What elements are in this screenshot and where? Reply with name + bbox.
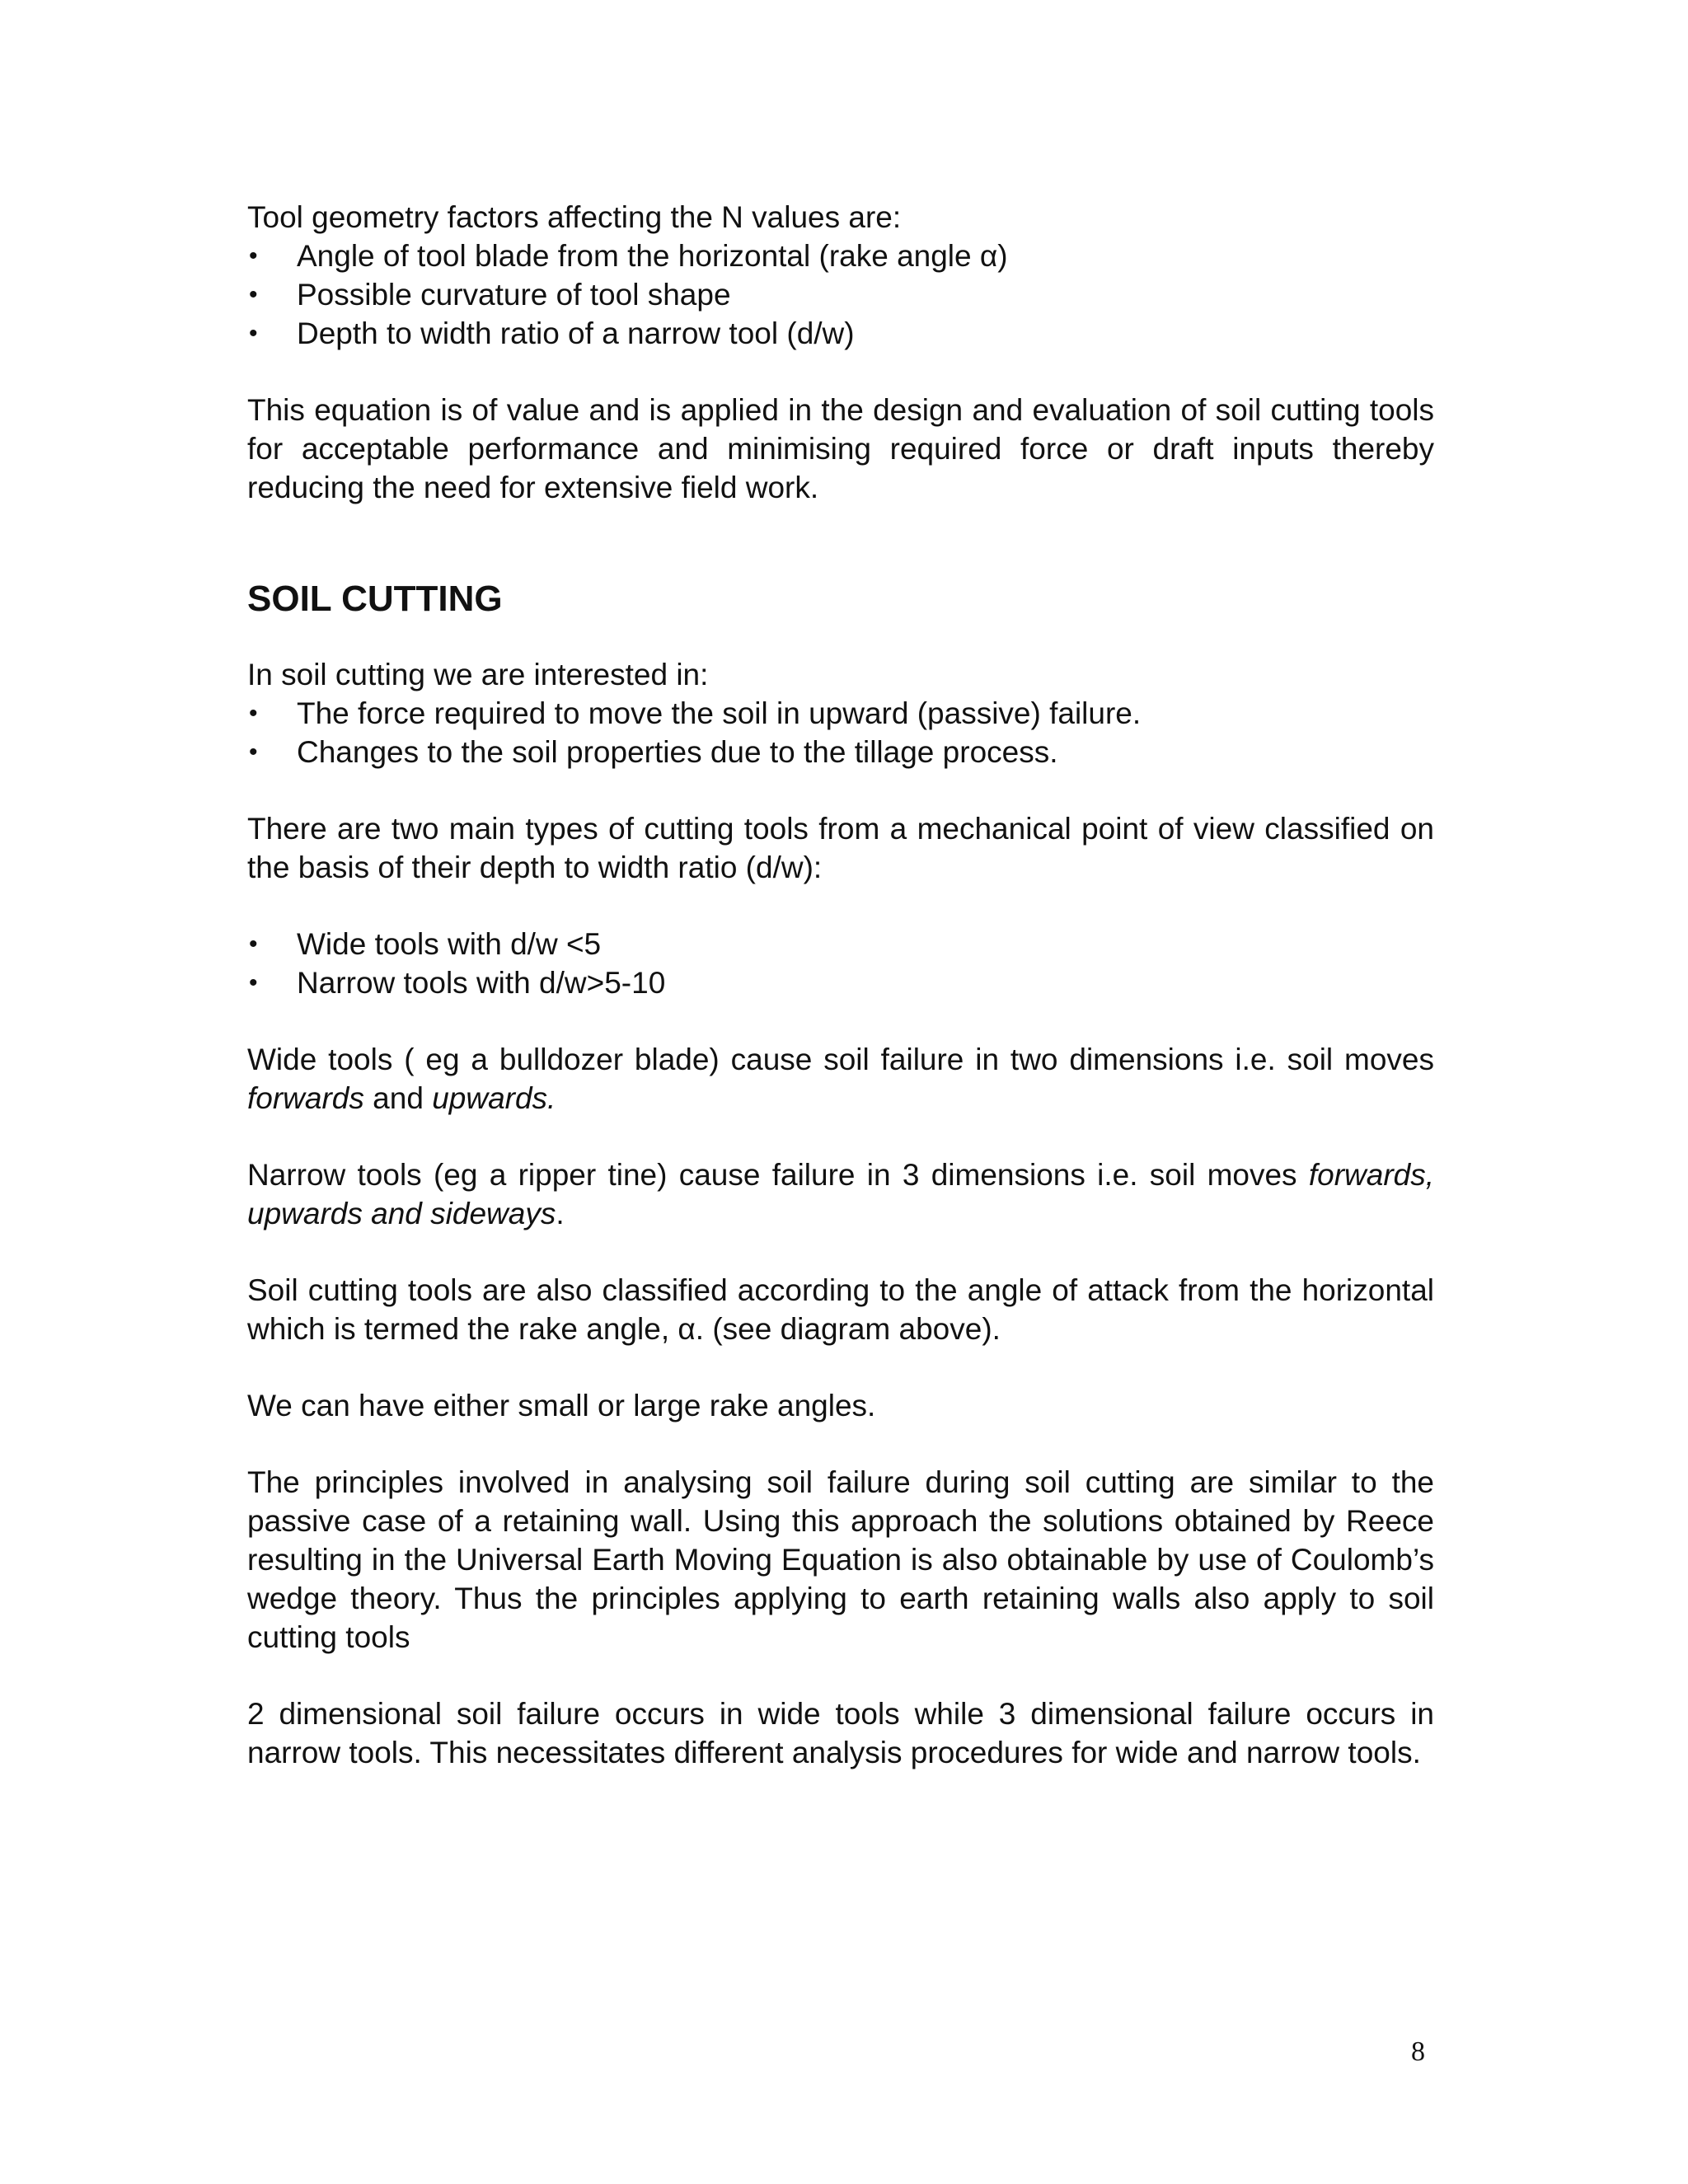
page-content [247, 198, 1434, 1772]
rake-angle-paragraph: Soil cutting tools are also classified according to the angle of attack from the horizontal which is termed the rake angle, α. (see diagram above). [247, 1273, 1434, 1346]
list-item [247, 237, 1434, 275]
list-item [247, 963, 1434, 1002]
list-item [247, 694, 1434, 733]
bullet-icon: • [249, 281, 258, 308]
bullet-icon: • [249, 738, 258, 766]
interest-lead: In soil cutting we are interested in: [247, 658, 709, 691]
list-item-text: Changes to the soil properties due to the tillage process. [297, 735, 1058, 769]
interest-list [247, 694, 1434, 771]
narrow-tools-paragraph [247, 1155, 1434, 1233]
bullet-icon: • [249, 969, 258, 996]
rake-sizes-paragraph: We can have either small or large rake angles. [247, 1389, 876, 1422]
wide-tools-paragraph [247, 1040, 1434, 1118]
list-item [247, 733, 1434, 771]
dimensions-paragraph: 2 dimensional soil failure occurs in wide tools while 3 dimensional failure occurs in narrow tools. This necessitates different analysis procedures for wide and narrow tools. [247, 1697, 1434, 1769]
page-number: 8 [1411, 2036, 1425, 2067]
wide-tools-italic-forwards: forwards [247, 1081, 364, 1115]
list-item-text: Depth to width ratio of a narrow tool (d/w) [297, 316, 855, 350]
equation-value-paragraph: This equation is of value and is applied in the design and evaluation of soil cutting tools for acceptable performance and minimising required force or draft inputs thereby reducing the need for extensive field work. [247, 393, 1434, 504]
tool-geometry-list [247, 237, 1434, 353]
wide-tools-and: and [363, 1081, 433, 1115]
list-item [247, 275, 1434, 314]
tool-types-list [247, 925, 1434, 1002]
list-item [247, 925, 1434, 963]
list-item [247, 314, 1434, 353]
list-item-text: The force required to move the soil in upward (passive) failure. [297, 696, 1142, 730]
bullet-icon: • [249, 320, 258, 347]
list-item-text: Possible curvature of tool shape [297, 278, 731, 312]
narrow-tools-italic: forwards, upwards and sideways [247, 1158, 1434, 1230]
tool-geometry-lead: Tool geometry factors affecting the N values are: [247, 200, 902, 234]
wide-tools-text: Wide tools ( eg a bulldozer blade) cause soil failure in two dimensions i.e. soil moves [247, 1043, 1434, 1076]
list-item-text: Narrow tools with d/w>5-10 [297, 966, 666, 1000]
wide-tools-italic-upwards: upwards. [432, 1081, 556, 1115]
principles-paragraph: The principles involved in analysing soil failure during soil cutting are similar to the passive case of a retaining wall. Using this approach the solutions obtained by Reece resulting in the Universal Earth Moving Equation is also obtainable by use of Coulomb’s wedge theory. Thus the principles applying to earth retaining walls also apply to soil cutting tools [247, 1465, 1434, 1654]
bullet-icon: • [249, 700, 258, 727]
list-item-text: Wide tools with d/w <5 [297, 927, 602, 961]
narrow-tools-end: . [556, 1197, 565, 1230]
section-heading: SOIL CUTTING [247, 579, 503, 619]
bullet-icon: • [249, 930, 258, 958]
list-item-text: Angle of tool blade from the horizontal (rake angle α) [297, 239, 1008, 273]
bullet-icon: • [249, 242, 258, 269]
tool-types-paragraph: There are two main types of cutting tools from a mechanical point of view classified on the basis of their depth to width ratio (d/w): [247, 812, 1434, 884]
narrow-tools-text: Narrow tools (eg a ripper tine) cause failure in 3 dimensions i.e. soil moves [247, 1158, 1309, 1192]
